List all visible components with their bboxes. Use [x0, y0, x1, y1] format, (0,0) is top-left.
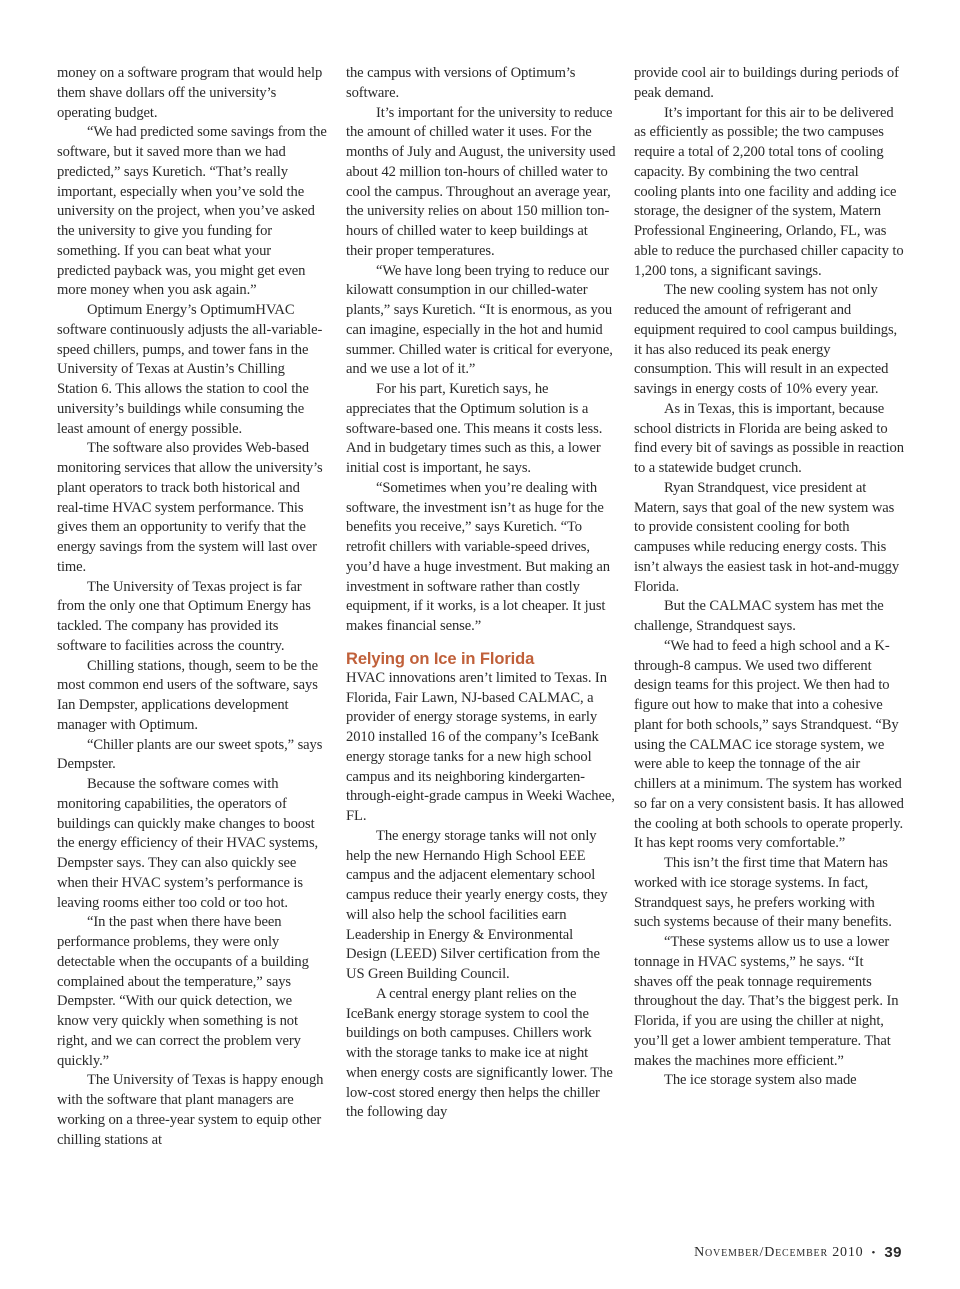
paragraph: The software also provides Web-based monitoring services that allow the university’s plant operators to track both historical and real-time HVAC system performance. This gives them an opportunity to verify that the energy savings from the system will last over time.: [57, 440, 323, 575]
issue-date: November/December 2010: [694, 1244, 864, 1260]
paragraph: The energy storage tanks will not only help the new Hernando High School EEE campus and the adjacent elementary school campus reduce their yearly energy costs, they will also help the school facilities earn Leadership in Energy & Environmental Design (LEED) Silver certification from the US Green Building Council.: [346, 827, 608, 982]
paragraph: A central energy plant relies on the IceBank energy storage system to cool the buildings on both campuses. Chillers work with the storage tanks to make ice at night when energy costs are significantly lower. The low-cost stored energy then helps the chiller the following day: [346, 985, 613, 1121]
paragraph: The ice storage system also made: [664, 1072, 857, 1089]
paragraph: HVAC innovations aren’t limited to Texas. In Florida, Fair Lawn, NJ-based CALMAC, a provider of energy storage systems, in early 2010 installed 16 of the company’s IceBank energy storage tanks for a new high school campus and its neighboring kindergarten-through-eight-grade campus in Weeki Wachee, FL.: [346, 669, 615, 824]
article-column-3: [634, 64, 904, 1091]
article-column-2: [346, 64, 616, 1123]
paragraph: Ryan Strandquest, vice president at Matern, says that goal of the new system was to provide consistent cooling for both campuses while reducing energy costs. This isn’t always the easiest task in hot-and-muggy Florida.: [634, 479, 900, 595]
page-footer: [694, 1244, 902, 1261]
paragraph: But the CALMAC system has met the challenge, Strandquest says.: [634, 598, 884, 634]
section-heading: Relying on Ice in Florida: [346, 649, 535, 668]
paragraph: “In the past when there have been performance problems, they were only detectable when the occupants of a building complained about the temperature,” says Dempster. “With our quick detection, we know very quickly when something is not right, and we can correct the problem very quickly.”: [57, 914, 309, 1069]
paragraph: the campus with versions of Optimum’s software.: [346, 65, 576, 101]
paragraph: “These systems allow us to use a lower tonnage in HVAC systems,” he says. “It shaves off the peak tonnage requirements throughout the day. That’s the biggest perk. In Florida, if you are using the chiller at night, you’ll get a lower ambient temperature. That makes the machines more efficient.”: [634, 934, 899, 1069]
paragraph: “Sometimes when you’re dealing with software, the investment isn’t as huge for the benefits you receive,” says Kuretich. “To retrofit chillers with variable-speed drives, you’d have a huge investment. But making an investment in software rather than costly equipment, if it works, is a lot cheaper. It just makes financial sense.”: [346, 479, 611, 634]
paragraph: As in Texas, this is important, because school districts in Florida are being asked to find every bit of savings as possible in reaction to a statewide budget crunch.: [634, 400, 904, 476]
paragraph: Because the software comes with monitoring capabilities, the operators of buildings can quickly make changes to boost the energy efficiency of their HVAC systems, Dempster says. They can also quickly see when their HVAC system’s performance is leaving rooms either too cold or too hot.: [57, 776, 319, 911]
paragraph: “We have long been trying to reduce our kilowatt consumption in our chilled-water plants,” says Kuretich. “It is enormous, as you can imagine, especially in the hot and humid summer. Chilled water is critical for everyone, and we use a lot of it.”: [346, 262, 613, 378]
paragraph: The University of Texas project is far from the only one that Optimum Energy has tackled. The company has provided its software to facilities across the country.: [57, 578, 311, 654]
paragraph: It’s important for the university to reduce the amount of chilled water it uses. For the months of July and August, the university used about 42 million ton-hours of chilled water to cool the campus. Throughout an average year, the university relies on about 150 million ton-hours of chilled water to keep buildings at their proper temperatures.: [346, 104, 616, 259]
paragraph: “Chiller plants are our sweet spots,” says Dempster.: [57, 736, 323, 773]
paragraph: “We had to feed a high school and a K-through-8 campus. We used two different design teams for this project. We then had to figure out how to make that into a cohesive plant for both schools,” says Strandquest. “By using the CALMAC ice storage system, we were able to keep the tonnage of the air chillers at a minimum. The system has worked so far on a very consistent basis. It has allowed the cooling at both schools to operate properly. It has kept rooms very comfortable.”: [634, 637, 904, 852]
paragraph: For his part, Kuretich says, he appreciates that the Optimum solution is a software-based one. This means it costs less. And in budgetary times such as this, a lower initial cost is important, he says.: [346, 381, 603, 476]
paragraph: money on a software program that would help them shave dollars off the university’s operating budget.: [57, 65, 323, 121]
paragraph: The new cooling system has not only reduced the amount of refrigerant and equipment required to cool campus buildings, it has also reduced its peak energy consumption. This will result in an expected savings in energy costs of 10% every year.: [634, 282, 898, 397]
paragraph: This isn’t the first time that Matern has worked with ice storage systems. In fact, Strandquest says, he prefers working with such systems because of their many benefits.: [634, 855, 892, 931]
paragraph: provide cool air to buildings during periods of peak demand.: [634, 65, 899, 101]
paragraph: The University of Texas is happy enough with the software that plant managers are working on a three-year system to equip other chilling stations at: [57, 1072, 324, 1148]
paragraph: It’s important for this air to be delivered as efficiently as possible; the two campuses require a total of 2,200 total tons of cooling capacity. By combining the two central cooling plants into one facility and adding ice storage, the designer of the system, Matern Professional Engineering, Orlando, FL, was able to reduce the purchased chiller capacity to 1,200 tons, a significant savings.: [634, 104, 904, 279]
paragraph: “We had predicted some savings from the software, but it saved more than we had predicted,” says Kuretich. “That’s really important, especially when you’ve sold the university on the project, when you’ve asked the university to give you funding for something. If you can beat what your predicted payback was, you might get even more money when you ask again.”: [57, 124, 327, 299]
page-number: 39: [884, 1244, 902, 1261]
article-column-1: [57, 64, 327, 1150]
bullet-separator: •: [871, 1246, 877, 1259]
paragraph: Chilling stations, though, seem to be the most common end users of the software, says Ian Dempster, applications development manager with Optimum.: [57, 657, 319, 733]
paragraph: Optimum Energy’s OptimumHVAC software continuously adjusts the all-variable-speed chillers, pumps, and tower fans in the University of Texas at Austin’s Chilling Station 6. This allows the station to cool the university’s buildings while consuming the least amount of energy possible.: [57, 302, 323, 437]
